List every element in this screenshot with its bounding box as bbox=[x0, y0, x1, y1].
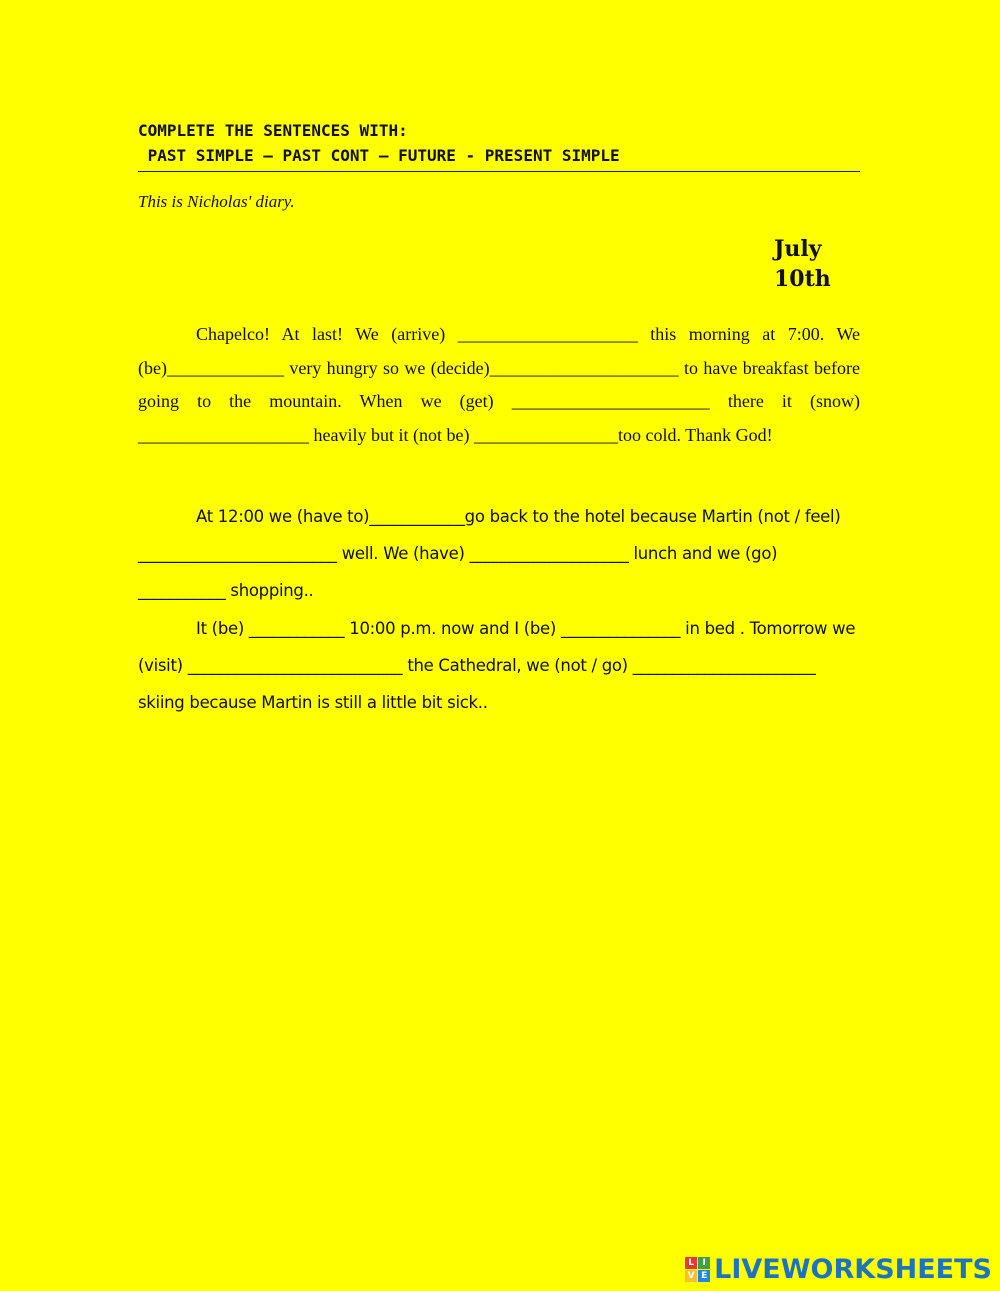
paragraph-2 bbox=[138, 498, 860, 609]
instruction-line-1: COMPLETE THE SENTENCES WITH: bbox=[138, 121, 408, 140]
badge-letter: I bbox=[698, 1257, 710, 1269]
instruction-line-2: PAST SIMPLE – PAST CONT – FUTURE - PRESENT SIMPLE bbox=[138, 146, 620, 165]
liveworksheets-logo bbox=[685, 1254, 992, 1285]
paragraph-1-text: Chapelco! At last! We (arrive) ____________________ this morning at 7:00. We (be)_____________ very hungry so we (decide)_____________________ to have breakfast before going to the mountain. When we (get) ______________________ there it (snow) ___________________ heavily but it (not be) ________________too cold. Thank God! bbox=[138, 324, 860, 445]
date-day: 10th bbox=[774, 266, 831, 292]
logo-wordmark: LIVEWORKSHEETS bbox=[714, 1254, 992, 1285]
badge-letter: E bbox=[698, 1270, 710, 1282]
paragraph-3-text: It (be) ____________ 10:00 p.m. now and I (be) _______________ in bed . Tomorrow we (visit) ___________________________ the Cathedral, we (not / go) _______________________ skiing because Martin is still a little bit sick.. bbox=[138, 619, 856, 712]
worksheet-header bbox=[138, 118, 860, 172]
diary-date bbox=[774, 234, 831, 294]
badge-letter: V bbox=[685, 1270, 697, 1282]
paragraph-2-text: At 12:00 we (have to)____________go back to the hotel because Martin (not / feel) _________________________ well. We (have) ____________________ lunch and we (go) ___________ shopping.. bbox=[138, 507, 841, 600]
date-month: July bbox=[774, 236, 822, 262]
badge-letter: L bbox=[685, 1257, 697, 1269]
paragraph-1 bbox=[138, 318, 860, 452]
paragraph-3 bbox=[138, 610, 860, 721]
logo-badge bbox=[685, 1257, 710, 1282]
diary-intro: This is Nicholas' diary. bbox=[138, 192, 295, 211]
